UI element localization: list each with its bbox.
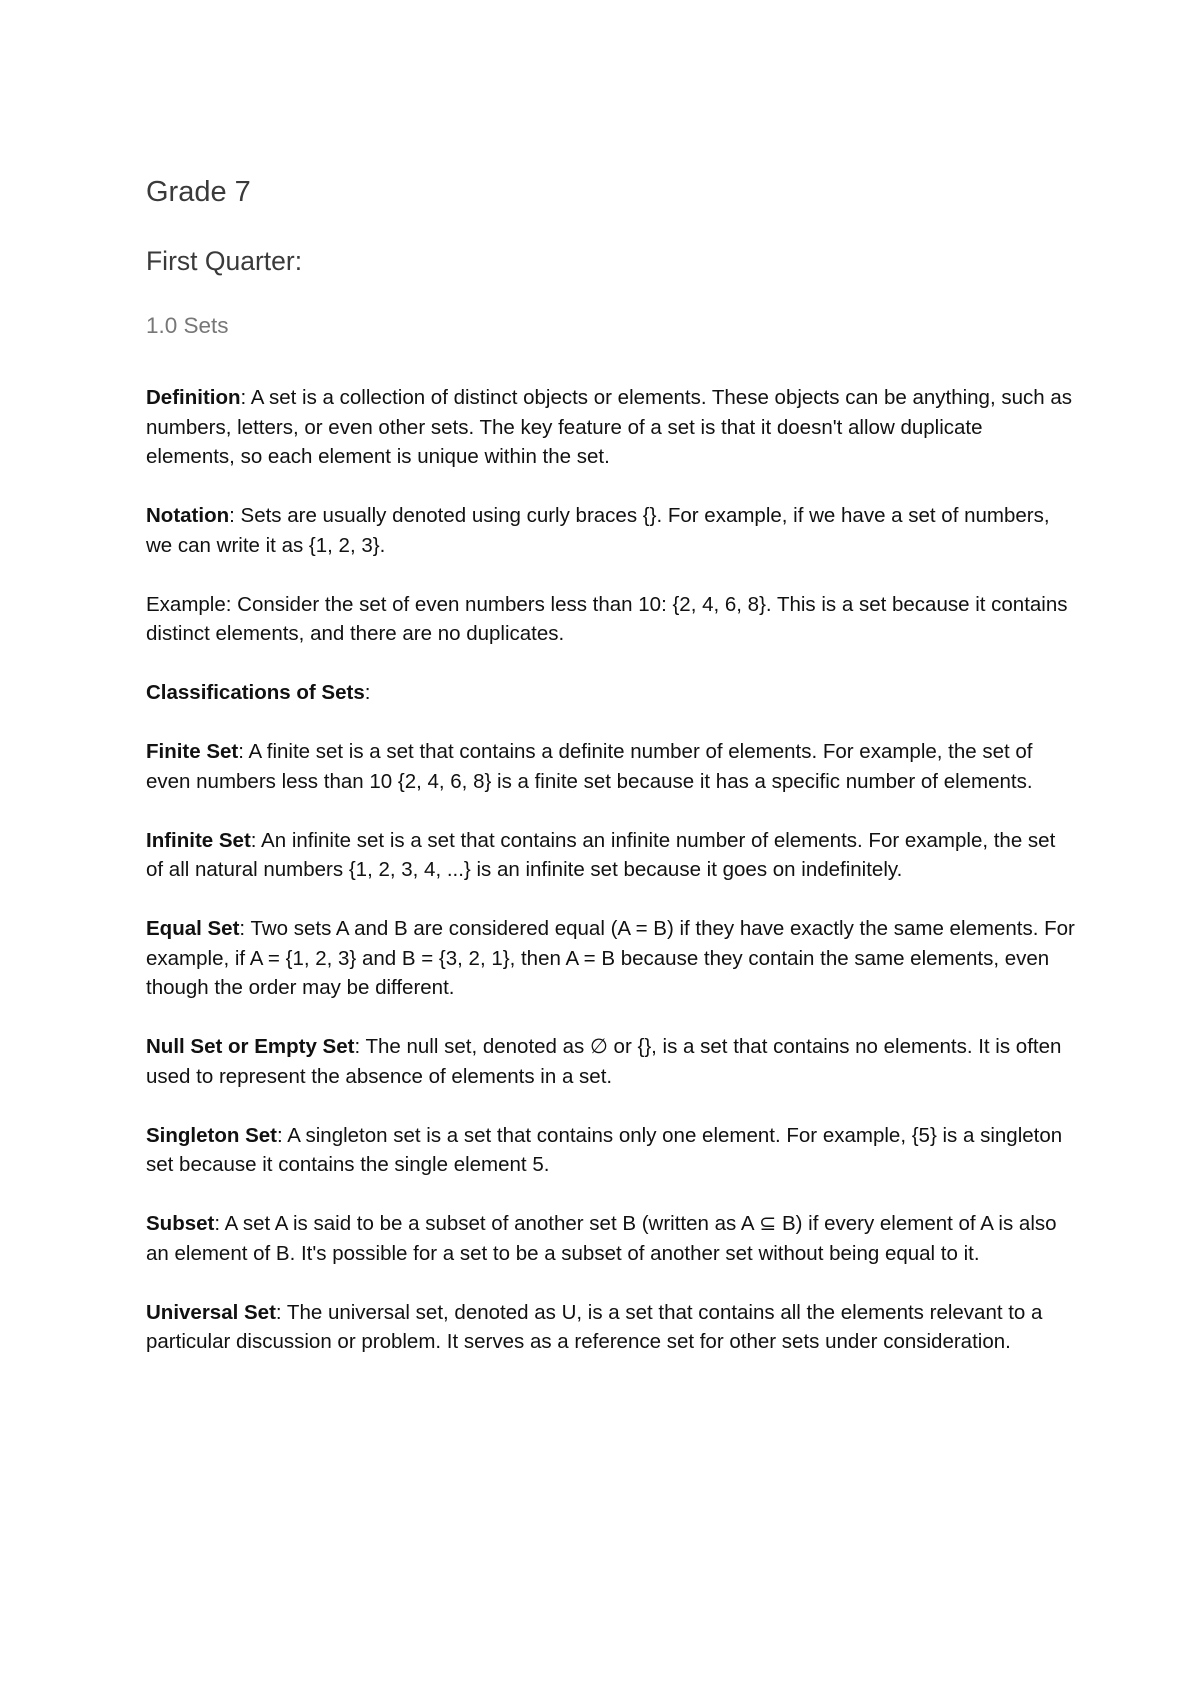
- definition-text: : A set is a collection of distinct objects or elements. These objects can be anything, such as numbers, letters, or even other sets. The key feature of a set is that it doesn't allow duplicate elements, so each element is unique within the set.: [146, 386, 1072, 468]
- document-title: Grade 7: [146, 176, 251, 208]
- singleton-set-term: Singleton Set: [146, 1123, 277, 1147]
- notation-paragraph: [146, 501, 1076, 560]
- subset-paragraph: [146, 1209, 1076, 1268]
- infinite-set-text: : An infinite set is a set that contains an infinite number of elements. For example, the set of all natural numbers {1, 2, 3, 4, ...} is an infinite set because it goes on indefinitely.: [146, 828, 1056, 881]
- infinite-set-term: Infinite Set: [146, 828, 251, 852]
- finite-set-text: : A finite set is a set that contains a definite number of elements. For example, the set of even numbers less than 10 {2, 4, 6, 8} is a finite set because it has a specific number of elements.: [146, 740, 1033, 793]
- universal-set-term: Universal Set: [146, 1300, 276, 1324]
- equal-set-text: : Two sets A and B are considered equal (A = B) if they have exactly the same elements. For example, if A = {1, 2, 3} and B = {3, 2, 1}, then A = B because they contain the same elements, even though the order may be different.: [146, 917, 1075, 999]
- section-heading: 1.0 Sets: [146, 313, 229, 338]
- null-set-text: : The null set, denoted as ∅ or {}, is a set that contains no elements. It is often used to represent the absence of elements in a set.: [146, 1035, 1062, 1088]
- classifications-text: :: [364, 681, 371, 704]
- null-set-term: Null Set or Empty Set: [146, 1035, 355, 1058]
- equal-set-term: Equal Set: [146, 917, 240, 940]
- notation-text: : Sets are usually denoted using curly braces {}. For example, if we have a set of numbers, we can write it as {1, 2, 3}.: [146, 504, 1050, 557]
- universal-set-text: : The universal set, denoted as U, is a set that contains all the elements relevant to a particular discussion or problem. It serves as a reference set for other sets under consideration.: [146, 1300, 1043, 1353]
- singleton-set-paragraph: [146, 1121, 1076, 1180]
- subset-text: : A set A is said to be a subset of another set B (written as A ⊆ B) if every element of A is also an element of B. It's possible for a set to be a subset of another set without being equal to it.: [146, 1212, 1057, 1265]
- finite-set-paragraph: [146, 737, 1076, 796]
- definition-term: Definition: [146, 386, 241, 409]
- universal-set-paragraph: [146, 1298, 1076, 1357]
- equal-set-paragraph: [146, 914, 1076, 1003]
- example-paragraph: Example: Consider the set of even numbers less than 10: {2, 4, 6, 8}. This is a set because it contains distinct elements, and there are no duplicates.: [146, 592, 1068, 645]
- classifications-paragraph: [146, 678, 1076, 708]
- definition-paragraph: [146, 383, 1076, 472]
- subset-term: Subset: [146, 1212, 215, 1235]
- singleton-set-text: : A singleton set is a set that contains only one element. For example, {5} is a singleton set because it contains the single element 5.: [146, 1123, 1063, 1176]
- classifications-term: Classifications of Sets: [146, 681, 365, 704]
- notation-term: Notation: [146, 504, 230, 527]
- null-set-paragraph: [146, 1032, 1076, 1091]
- quarter-heading: First Quarter:: [146, 246, 303, 276]
- finite-set-term: Finite Set: [146, 740, 239, 763]
- document-body: [146, 383, 1076, 1386]
- infinite-set-paragraph: [146, 826, 1076, 885]
